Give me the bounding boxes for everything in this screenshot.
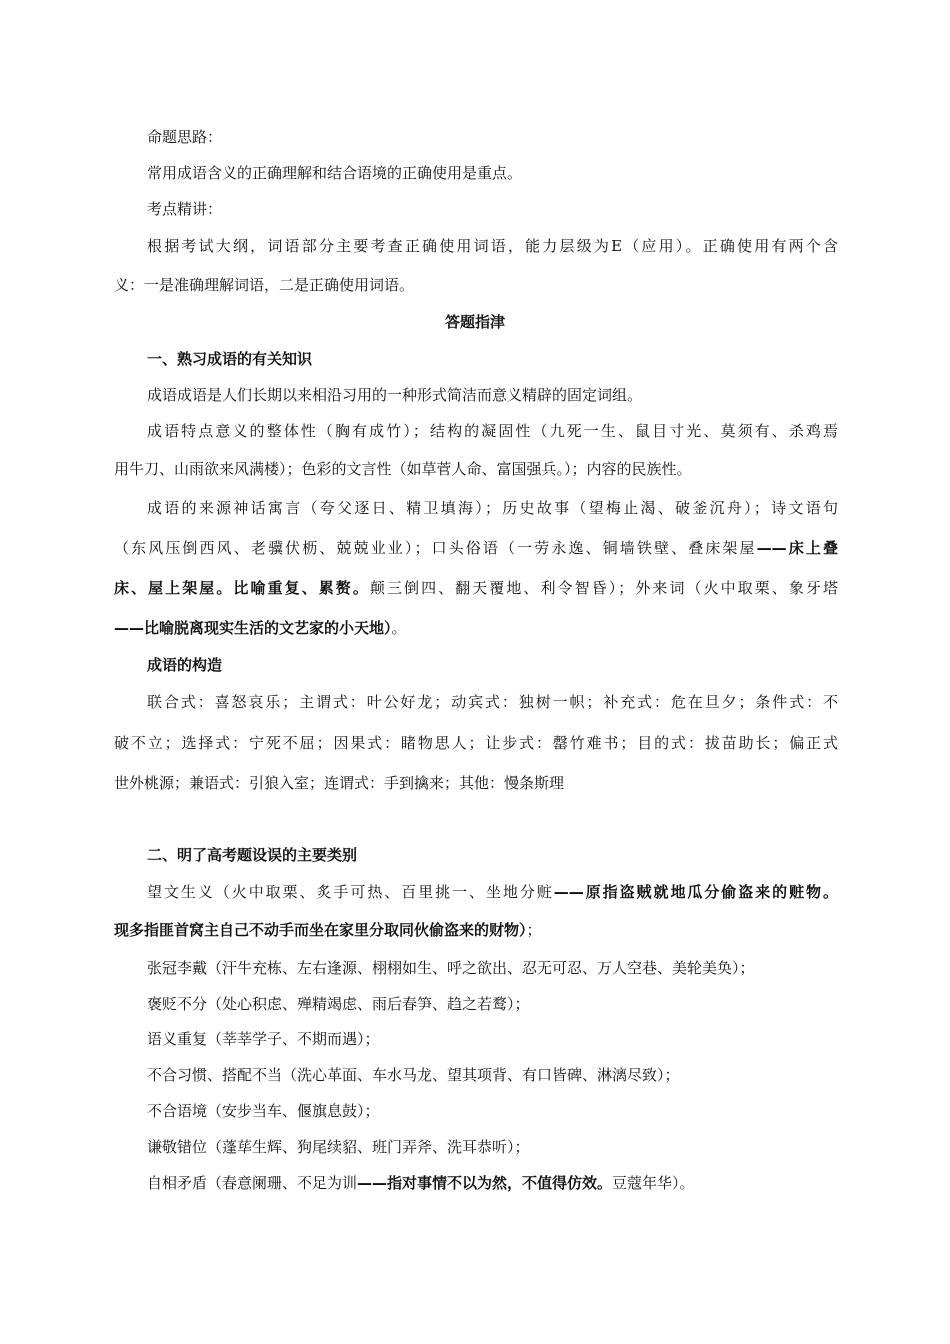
- section2-heading: 二、明了高考题设误的主要类别: [147, 846, 358, 864]
- structure-line1: 联合式：喜怒哀乐；主谓式：叶公好龙；动宾式：独树一帜；补充式：危在旦夕；条件式：不: [147, 693, 838, 711]
- intro-label-points: 考点精讲：: [147, 200, 223, 218]
- idiom-features-line1: 成语特点意义的整体性（胸有成竹）；结构的凝固性（九死一生、鼠目寸光、莫须有、杀鸡焉: [147, 422, 838, 440]
- section-title: 答题指津: [444, 313, 505, 331]
- category-item: 谦敬错位（蓬荜生辉、狗尾续貂、班门弄斧、洗耳恭听）；: [147, 1138, 530, 1156]
- idiom-source-line4: ——比喻脱离现实生活的文艺家的小天地）。: [114, 619, 407, 637]
- category-item: 不合习惯、搭配不当（洗心革面、车水马龙、望其项背、有口皆碑、淋漓尽致）；: [147, 1066, 680, 1084]
- structure-line2: 破不立；选择式：宁死不屈；因果式：睹物思人；让步式：罄竹难书；目的式：拔苗助长；偏正式: [114, 734, 838, 752]
- structure-heading: 成语的构造: [147, 656, 223, 674]
- idiom-source-line2: （东风压倒西风、老骥伏枥、兢兢业业）；口头俗语（一劳永逸、铜墙铁壁、叠床架屋——床上叠: [114, 539, 838, 557]
- category-item: 张冠李戴（汗牛充栋、左右逢源、栩栩如生、呼之欲出、忍无可忍、万人空巷、美轮美奂）；: [147, 959, 755, 977]
- category-item: 语义重复（莘莘学子、不期而遇）；: [147, 1030, 380, 1048]
- intro-label-thinking: 命题思路：: [147, 128, 223, 146]
- intro-text-points-line2: 义：一是准确理解词语，二是正确使用词语。: [114, 276, 415, 294]
- idiom-source-line1: 成语的来源神话寓言（夸父逐日、精卫填海）；历史故事（望梅止渴、破釜沉舟）；诗文语句: [147, 499, 838, 517]
- category-item: 褒贬不分（处心积虑、殚精竭虑、雨后春笋、趋之若鹜）；: [147, 995, 530, 1013]
- category-item: 自相矛盾（春意阑珊、不足为训——指对事情不以为然，不值得仿效。豆蔻年华）。: [147, 1174, 695, 1192]
- idiom-source-line3: 床、屋上架屋。比喻重复、累赘。颠三倒四、翻天覆地、利令智昏）；外来词（火中取栗、象牙塔: [114, 579, 838, 597]
- structure-line3: 世外桃源；兼语式：引狼入室；连谓式：手到擒来；其他：慢条斯理: [114, 774, 565, 792]
- category-wangwen-line1: 望文生义（火中取栗、炙手可热、百里挑一、坐地分赃——原指盗贼就地瓜分偷盗来的赃物。: [147, 883, 838, 901]
- category-wangwen-line2: 现多指匪首窝主自己不动手而坐在家里分取同伙偷盗来的财物）；: [114, 921, 542, 939]
- intro-text-thinking: 常用成语含义的正确理解和结合语境的正确使用是重点。: [147, 164, 523, 182]
- idiom-definition: 成语成语是人们长期以来相沿习用的一种形式简洁而意义精辟的固定词组。: [147, 386, 643, 404]
- category-item: 不合语境（安步当车、偃旗息鼓）；: [147, 1102, 380, 1120]
- intro-text-points-line1: 根据考试大纲，词语部分主要考查正确使用词语，能力层级为E（应用）。正确使用有两个含: [147, 237, 838, 255]
- idiom-features-line2: 用牛刀、山雨欲来风满楼）；色彩的文言性（如草菅人命、富国强兵。）；内容的民族性。: [114, 460, 692, 478]
- section1-heading: 一、熟习成语的有关知识: [147, 350, 313, 368]
